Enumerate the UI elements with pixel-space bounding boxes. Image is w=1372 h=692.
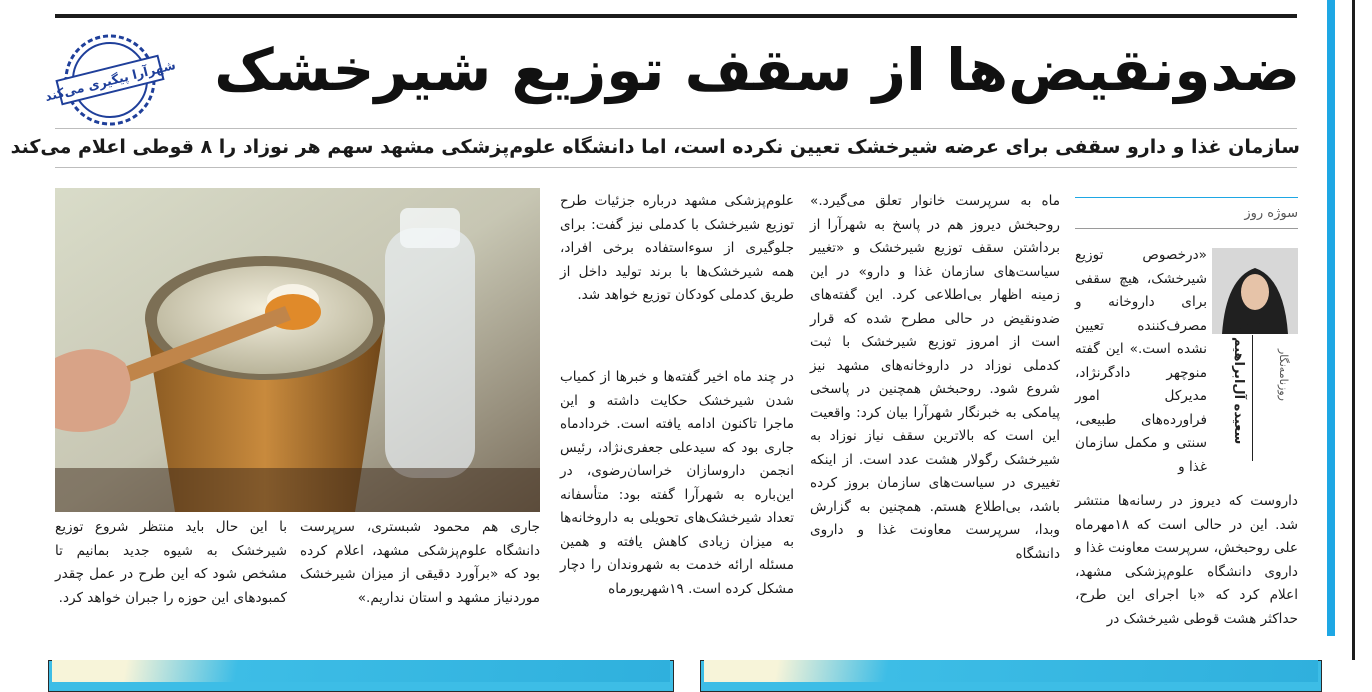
article-column-2: ماه به سرپرست خانوار تعلق می‌گیرد.» روحبخش دیروز هم در پاسخ به شهرآرا از برداشتن سقف توزیع شیرخشک و «تغییر سیاست‌های سازمان غذا و دارو» در این زمینه اظهار بی‌اطلاعی کرد. این گفته‌های ضدونقیض در حالی مطرح شده که قرار است از امروز توزیع شیرخشک با ثبت کدملی نوزاد در داروخانه‌های مشهد نیز شروع شود. روحبخش همچنین در پاسخی پیامکی به خبرنگار شهرآرا بیان کرد: واقعیت این است که بالاترین سقف نیاز نوزاد به شیرخشک رگولار هشت عدد است. از اینکه تغییری در سیاست‌های سازمان بروز کرده باشد، بی‌اطلاع هستم. همچنین به گزارش وبدا، سرپرست معاونت غذا و داروی دانشگاه [810,193,1060,562]
author-role: روزنامه‌نگار [1277,349,1290,401]
author-name: سعیده آل‌ابراهیم [1231,337,1246,445]
article-column-1-bottom: داروست که دیروز در رسانه‌ها منتشر شد. این در حالی است که ۱۸مهرماه علی روحبخش، سرپرست معاونت غذا و داروی دانشگاه علوم‌پزشکی مشهد، اعلام کرد که «با اجرای این طرح، حداکثر هشت قوطی شیرخشک در [1075,493,1298,627]
right-border-line [1352,0,1355,660]
shahrara-follows-stamp [43,30,178,130]
bottom-panel-right-stripe [704,660,1318,682]
formula-scoop-photo [55,188,540,512]
page-headline: ضدونقیض‌ها از سقف توزیع شیرخشک [214,36,1300,104]
author-photo [1212,248,1298,334]
section-rule-bottom [1075,228,1298,229]
bottom-panel-left-stripe [52,660,670,682]
subheadline-divider [55,167,1297,168]
headline-divider [55,128,1297,129]
article-column-5: با این حال باید منتظر شروع توزیع شیرخشک به شیوه جدید بمانیم تا مشخص شود که این طرح در عمل چقدر کمبودهای این حوزه را جبران خواهد کرد. [55,519,287,606]
section-label: سوژه روز [1244,206,1298,221]
article-column-3: علوم‌پزشکی مشهد درباره جزئیات طرح توزیع شیرخشک با کدملی نیز گفت: برای جلوگیری از سوءاستفاده برخی افراد، همه شیرخشک‌ها با برند تولید داخل از طریق کدملی کودکان توزیع خواهد شد. [560,193,794,303]
right-accent-band [1327,0,1335,636]
subheadline: سازمان غذا و دارو سقفی برای عرضه شیرخشک تعیین نکرده است، اما دانشگاه علوم‌پزشکی مشهد سهم هر نوزاد را ۸ قوطی اعلام می‌کند [10,136,1300,158]
top-rule [55,14,1297,18]
section-rule-top [1075,197,1298,198]
article-column-3b: در چند ماه اخیر گفته‌ها و خبرها از کمیاب شدن شیرخشک حکایت داشته و این ماجرا تاکنون ادامه یافته است. خردادماه جاری بود که سیدعلی جعفری‌نژاد، رئیس انجمن داروسازان خراسان‌رضوی، در این‌باره به شهرآرا گفته بود: متأسفانه تعداد شیرخشک‌های تحویلی به داروخانه‌ها به میزان زیادی کاهش یافته و همین مسئله ارائه خدمت به شهروندان را دچار مشکل کرده است. ۱۹شهریورماه [560,369,794,597]
stamp-text: شهرآرا پیگیری می‌کند [43,56,178,104]
author-divider [1252,335,1253,461]
article-column-4: جاری هم محمود شبستری، سرپرست دانشگاه علوم‌پزشکی مشهد، اعلام کرده بود که «برآورد دقیقی از میزان شیرخشک موردنیاز مشهد و استان نداریم.» [300,519,540,606]
article-column-1-top: «درخصوص توزیع شیرخشک، هیچ سقفی برای داروخانه و مصرف‌کننده تعیین نشده است.» این گفته منوچهر دادگرنژاد، مدیرکل امور فراورده‌های طبیعی، سنتی و مکمل سازمان غذا و [1075,247,1207,475]
